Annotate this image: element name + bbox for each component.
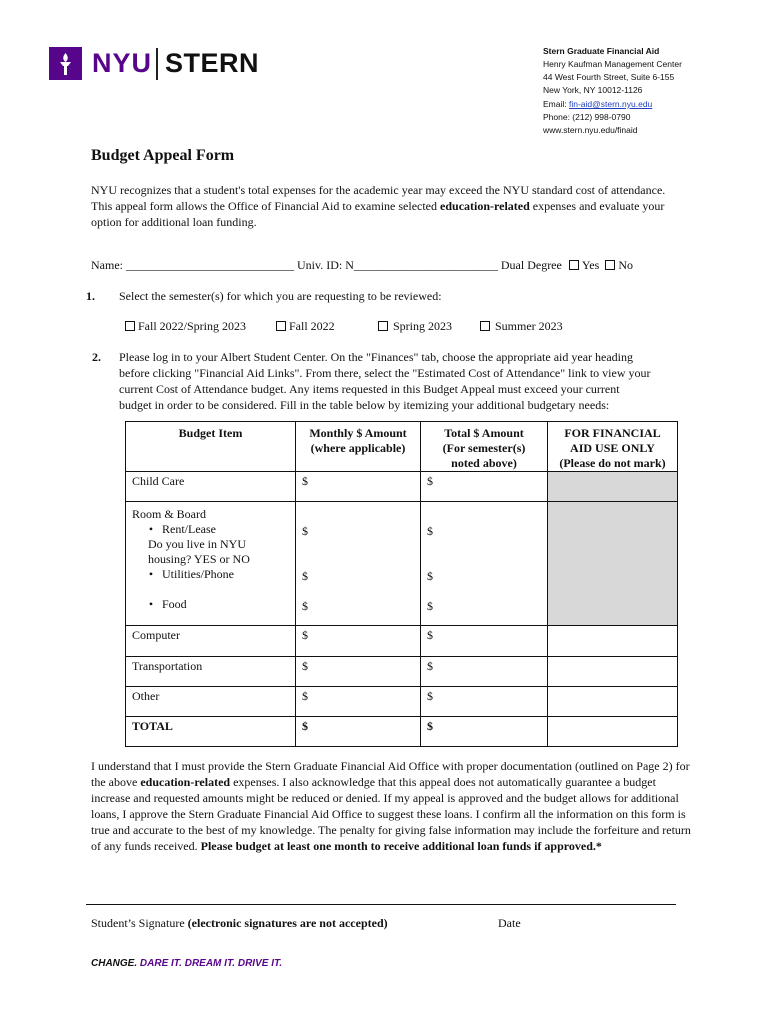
- street: 44 West Fourth Street, Suite 6-155: [543, 72, 675, 82]
- city: New York, NY 10012-1126: [543, 85, 643, 95]
- row-label: Child Care: [126, 472, 296, 502]
- header-monthly: Monthly $ Amount (where applicable): [296, 422, 421, 472]
- bullet: •: [148, 522, 154, 536]
- row-label: Transportation: [126, 657, 296, 687]
- signature-label: [91, 915, 388, 931]
- date-label: Date: [498, 916, 521, 930]
- table-header-row: [126, 422, 678, 472]
- option-label: Fall 2022/Spring 2023: [138, 319, 247, 333]
- checkbox[interactable]: [378, 321, 388, 331]
- checkbox[interactable]: [276, 321, 286, 331]
- certify-bold-1: education-related: [140, 775, 231, 789]
- housing-question: housing? YES or NO: [148, 552, 250, 566]
- q2-number: 2.: [92, 350, 101, 364]
- email-link[interactable]: fin-aid@stern.nyu.edu: [568, 99, 653, 109]
- total-amount-cell[interactable]: [421, 502, 548, 626]
- q1-text: Select the semester(s) for which you are requesting to be reviewed:: [119, 289, 442, 303]
- checkbox[interactable]: [480, 321, 490, 331]
- header-total: Total $ Amount (For semester(s) noted above): [421, 422, 548, 472]
- bullet: •: [148, 567, 154, 581]
- monthly-total-cell[interactable]: $: [296, 717, 421, 747]
- semester-option-3[interactable]: [378, 318, 452, 334]
- total-amount-cell[interactable]: $: [421, 657, 548, 687]
- fa-use-cell: [548, 717, 678, 747]
- header-financial-aid-use: FOR FINANCIAL AID USE ONLY (Please do not mark): [548, 422, 678, 472]
- dollar-sign: $: [302, 599, 308, 613]
- option-label: Summer 2023: [495, 319, 563, 333]
- dual-degree-no-checkbox[interactable]: [605, 260, 615, 270]
- building: Henry Kaufman Management Center: [543, 59, 682, 69]
- footer-tagline: [91, 958, 282, 969]
- sub-item: Food: [162, 597, 187, 611]
- contact-info: [543, 98, 652, 137]
- sub-item: Utilities/Phone: [162, 567, 234, 581]
- certification-paragraph: [91, 758, 696, 854]
- signature-line[interactable]: [86, 904, 676, 905]
- bullet: •: [148, 597, 154, 611]
- total-amount-cell[interactable]: $: [421, 687, 548, 717]
- row-label: Room & Board: [132, 507, 206, 521]
- certify-text-2: expenses. I also acknowledge that this appeal does not automatically guarantee a budget increase and requested amounts might be reduced or denied. If my appeal is approved and the budget allows for additional loans, I approve the Stern Graduate Financial Aid Office to suggest these loans. I confirm all the information on this form is true and accurate to the best of my knowledge. The penalty for giving false information may include the forfeiture and return of any funds received.: [91, 775, 691, 853]
- logo-nyu-text: NYU: [92, 48, 153, 78]
- table-row: [126, 472, 678, 502]
- total-amount-cell[interactable]: $: [421, 472, 548, 502]
- intro-text-2: expenses and evaluate your option for additional loan funding.: [91, 199, 665, 229]
- phone: Phone: (212) 998-0790: [543, 112, 631, 122]
- intro-bold: education-related: [440, 199, 530, 213]
- option-label: Fall 2022: [289, 319, 335, 333]
- office-name: Stern Graduate Financial Aid: [543, 46, 660, 56]
- dollar-sign: $: [427, 599, 433, 613]
- monthly-amount-cell[interactable]: $: [296, 626, 421, 657]
- signature-note: (electronic signatures are not accepted): [187, 916, 388, 930]
- intro-paragraph: [91, 182, 681, 230]
- no-label: No: [618, 258, 633, 272]
- intro-text-1: NYU recognizes that a student's total expenses for the academic year may exceed the NYU standard cost of attendance. This appeal form allows the Office of Financial Aid to examine selected: [91, 183, 666, 213]
- fa-use-cell: [548, 502, 678, 626]
- monthly-amount-cell[interactable]: $: [296, 687, 421, 717]
- checkbox[interactable]: [125, 321, 135, 331]
- email-line: [543, 98, 652, 111]
- table-row: [126, 657, 678, 687]
- office-address: [543, 45, 682, 97]
- total-total-cell[interactable]: $: [421, 717, 548, 747]
- nyu-torch-logo-icon: [49, 47, 82, 80]
- dollar-sign: $: [302, 569, 308, 583]
- footer-slogan: DARE IT. DREAM IT. DRIVE IT.: [139, 958, 283, 969]
- website: www.stern.nyu.edu/finaid: [543, 125, 638, 135]
- name-line: [91, 257, 633, 273]
- header-budget-item: Budget Item: [126, 422, 296, 472]
- email-label: Email:: [543, 99, 569, 109]
- row-label: Computer: [126, 626, 296, 657]
- yes-label: Yes: [581, 258, 600, 272]
- q2-text: [119, 349, 689, 413]
- signature-text: Student’s Signature: [91, 916, 188, 930]
- semester-option-2[interactable]: [276, 318, 335, 334]
- table-row: [126, 502, 678, 626]
- q2-line: current Cost of Attendance budget. Any items requested in this Budget Appeal must exceed your current: [119, 382, 620, 396]
- option-label: Spring 2023: [393, 319, 453, 333]
- fa-use-cell: [548, 626, 678, 657]
- fa-use-cell: [548, 687, 678, 717]
- monthly-amount-cell[interactable]: [296, 502, 421, 626]
- dual-degree-yes-checkbox[interactable]: [569, 260, 579, 270]
- monthly-amount-cell[interactable]: $: [296, 657, 421, 687]
- fa-use-cell: [548, 472, 678, 502]
- housing-question: Do you live in NYU: [148, 537, 246, 551]
- logo-stern-text: STERN: [165, 48, 260, 78]
- table-row: [126, 687, 678, 717]
- fa-use-cell: [548, 657, 678, 687]
- total-amount-cell[interactable]: $: [421, 626, 548, 657]
- q2-line: Please log in to your Albert Student Center. On the "Finances" tab, choose the appropriate aid year heading: [119, 350, 633, 364]
- q2-line: budget in order to be considered. Fill in the table below by itemizing your additional budgetary needs:: [119, 398, 610, 412]
- dollar-sign: $: [302, 524, 308, 538]
- certify-bold-2: Please budget at least one month to receive additional loan funds if approved.*: [200, 839, 602, 853]
- name-id-fields[interactable]: Name: ____________________________ Univ. ID: N________________________ Dual Degree: [91, 258, 562, 272]
- semester-option-4[interactable]: [480, 318, 563, 334]
- footer-change: CHANGE.: [91, 958, 140, 969]
- q2-line: before clicking "Financial Aid Links". From there, select the "Estimated Cost of Attendance" link to view your: [119, 366, 651, 380]
- row-label: TOTAL: [126, 717, 296, 747]
- table-total-row: [126, 717, 678, 747]
- sub-item: Rent/Lease: [162, 522, 216, 536]
- row-label: Other: [126, 687, 296, 717]
- q1-number: 1.: [86, 289, 95, 303]
- table-row: [126, 626, 678, 657]
- room-board-cell: [126, 502, 296, 626]
- certify-text-1: I understand that I must provide the Stern Graduate Financial Aid Office with proper documentation (outlined on Page 2) for the above: [91, 759, 690, 789]
- dollar-sign: $: [427, 569, 433, 583]
- monthly-amount-cell[interactable]: $: [296, 472, 421, 502]
- semester-option-1[interactable]: [125, 318, 246, 334]
- page-title: Budget Appeal Form: [91, 147, 235, 164]
- budget-table: [125, 421, 678, 747]
- logo-divider: [156, 48, 158, 80]
- dollar-sign: $: [427, 524, 433, 538]
